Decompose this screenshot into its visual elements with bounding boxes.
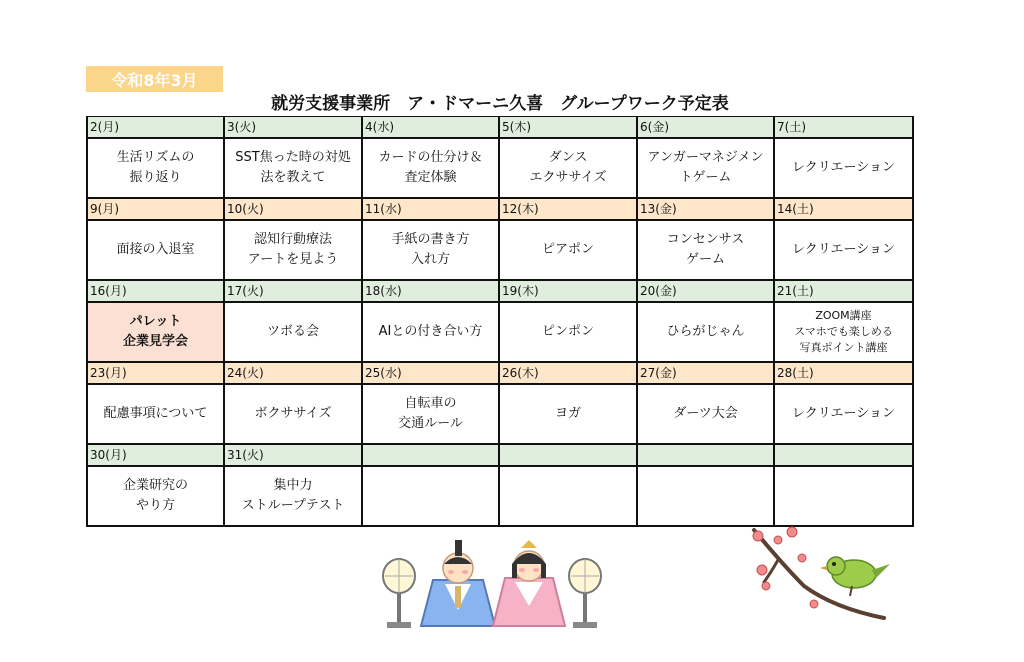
date-cell: 16(月) [87, 280, 224, 302]
week-5-activity-row [87, 466, 913, 526]
date-cell [362, 444, 499, 466]
activity-cell [637, 466, 774, 526]
date-cell: 18(水) [362, 280, 499, 302]
week-5-header-row [87, 444, 913, 466]
week-3-activity-row [87, 302, 913, 362]
highlighted-activity-cell: パレット 企業見学会 [87, 302, 224, 362]
date-cell: 19(木) [499, 280, 637, 302]
right-lantern-icon [569, 558, 601, 628]
date-cell: 27(金) [637, 362, 774, 384]
activity-cell: SST焦った時の対処 法を教えて [224, 138, 362, 198]
activity-cell: 自転車の 交通ルール [362, 384, 499, 444]
activity-cell: レクリエーション [774, 384, 913, 444]
page-title: 就労支援事業所 ア・ドマーニ久喜 グループワーク予定表 [271, 94, 729, 114]
date-cell [637, 444, 774, 466]
activity-cell: 集中力 ストループテスト [224, 466, 362, 526]
activity-cell: ピンポン [499, 302, 637, 362]
date-cell: 30(月) [87, 444, 224, 466]
hina-dolls-illustration [375, 534, 615, 630]
date-cell: 7(土) [774, 117, 913, 139]
activity-cell: レクリエーション [774, 138, 913, 198]
date-cell: 31(火) [224, 444, 362, 466]
emperor-doll-icon [421, 540, 495, 626]
date-cell: 11(水) [362, 198, 499, 220]
activity-cell: ヨガ [499, 384, 637, 444]
date-cell: 10(火) [224, 198, 362, 220]
week-4-activity-row [87, 384, 913, 444]
activity-cell: ダンス エクササイズ [499, 138, 637, 198]
activity-cell [774, 466, 913, 526]
date-cell: 20(金) [637, 280, 774, 302]
activity-cell: 認知行動療法 アートを見よう [224, 220, 362, 280]
week-2-header-row [87, 198, 913, 220]
activity-cell: アンガーマネジメン トゲーム [637, 138, 774, 198]
date-cell: 14(土) [774, 198, 913, 220]
date-cell: 3(火) [224, 117, 362, 139]
activity-cell: ボクササイズ [224, 384, 362, 444]
activity-cell: ZOOM講座 スマホでも楽しめる 写真ポイント講座 [774, 302, 913, 362]
activity-cell: 生活リズムの 振り返り [87, 138, 224, 198]
date-cell: 13(金) [637, 198, 774, 220]
date-cell: 5(木) [499, 117, 637, 139]
activity-cell: コンセンサス ゲーム [637, 220, 774, 280]
bird-icon [820, 557, 890, 596]
activity-cell: AIとの付き合い方 [362, 302, 499, 362]
date-cell [774, 444, 913, 466]
week-2-activity-row [87, 220, 913, 280]
date-cell: 4(水) [362, 117, 499, 139]
activity-cell: レクリエーション [774, 220, 913, 280]
date-cell: 12(木) [499, 198, 637, 220]
date-cell: 23(月) [87, 362, 224, 384]
activity-cell [499, 466, 637, 526]
date-cell: 26(木) [499, 362, 637, 384]
date-cell: 28(土) [774, 362, 913, 384]
activity-cell: ピアポン [499, 220, 637, 280]
month-badge: 令和8年3月 [86, 66, 223, 92]
activity-cell: カードの仕分け＆ 査定体験 [362, 138, 499, 198]
date-cell: 21(土) [774, 280, 913, 302]
left-lantern-icon [383, 558, 415, 628]
activity-cell: ツボる会 [224, 302, 362, 362]
week-3-header-row [87, 280, 913, 302]
date-cell: 25(水) [362, 362, 499, 384]
activity-cell: 企業研究の やり方 [87, 466, 224, 526]
activity-cell: 手紙の書き方 入れ方 [362, 220, 499, 280]
week-1-activity-row [87, 138, 913, 198]
date-cell [499, 444, 637, 466]
date-cell: 2(月) [87, 117, 224, 139]
activity-cell: ひらがじゃん [637, 302, 774, 362]
activity-cell: 面接の入退室 [87, 220, 224, 280]
activity-cell: ダーツ大会 [637, 384, 774, 444]
week-4-header-row [87, 362, 913, 384]
date-cell: 24(火) [224, 362, 362, 384]
week-1-header-row [87, 117, 913, 139]
activity-cell: 配慮事項について [87, 384, 224, 444]
empress-doll-icon [493, 540, 565, 626]
date-cell: 6(金) [637, 117, 774, 139]
date-cell: 9(月) [87, 198, 224, 220]
activity-cell [362, 466, 499, 526]
plum-branch-bird-illustration [744, 526, 894, 622]
date-cell: 17(火) [224, 280, 362, 302]
schedule-table [86, 116, 914, 527]
